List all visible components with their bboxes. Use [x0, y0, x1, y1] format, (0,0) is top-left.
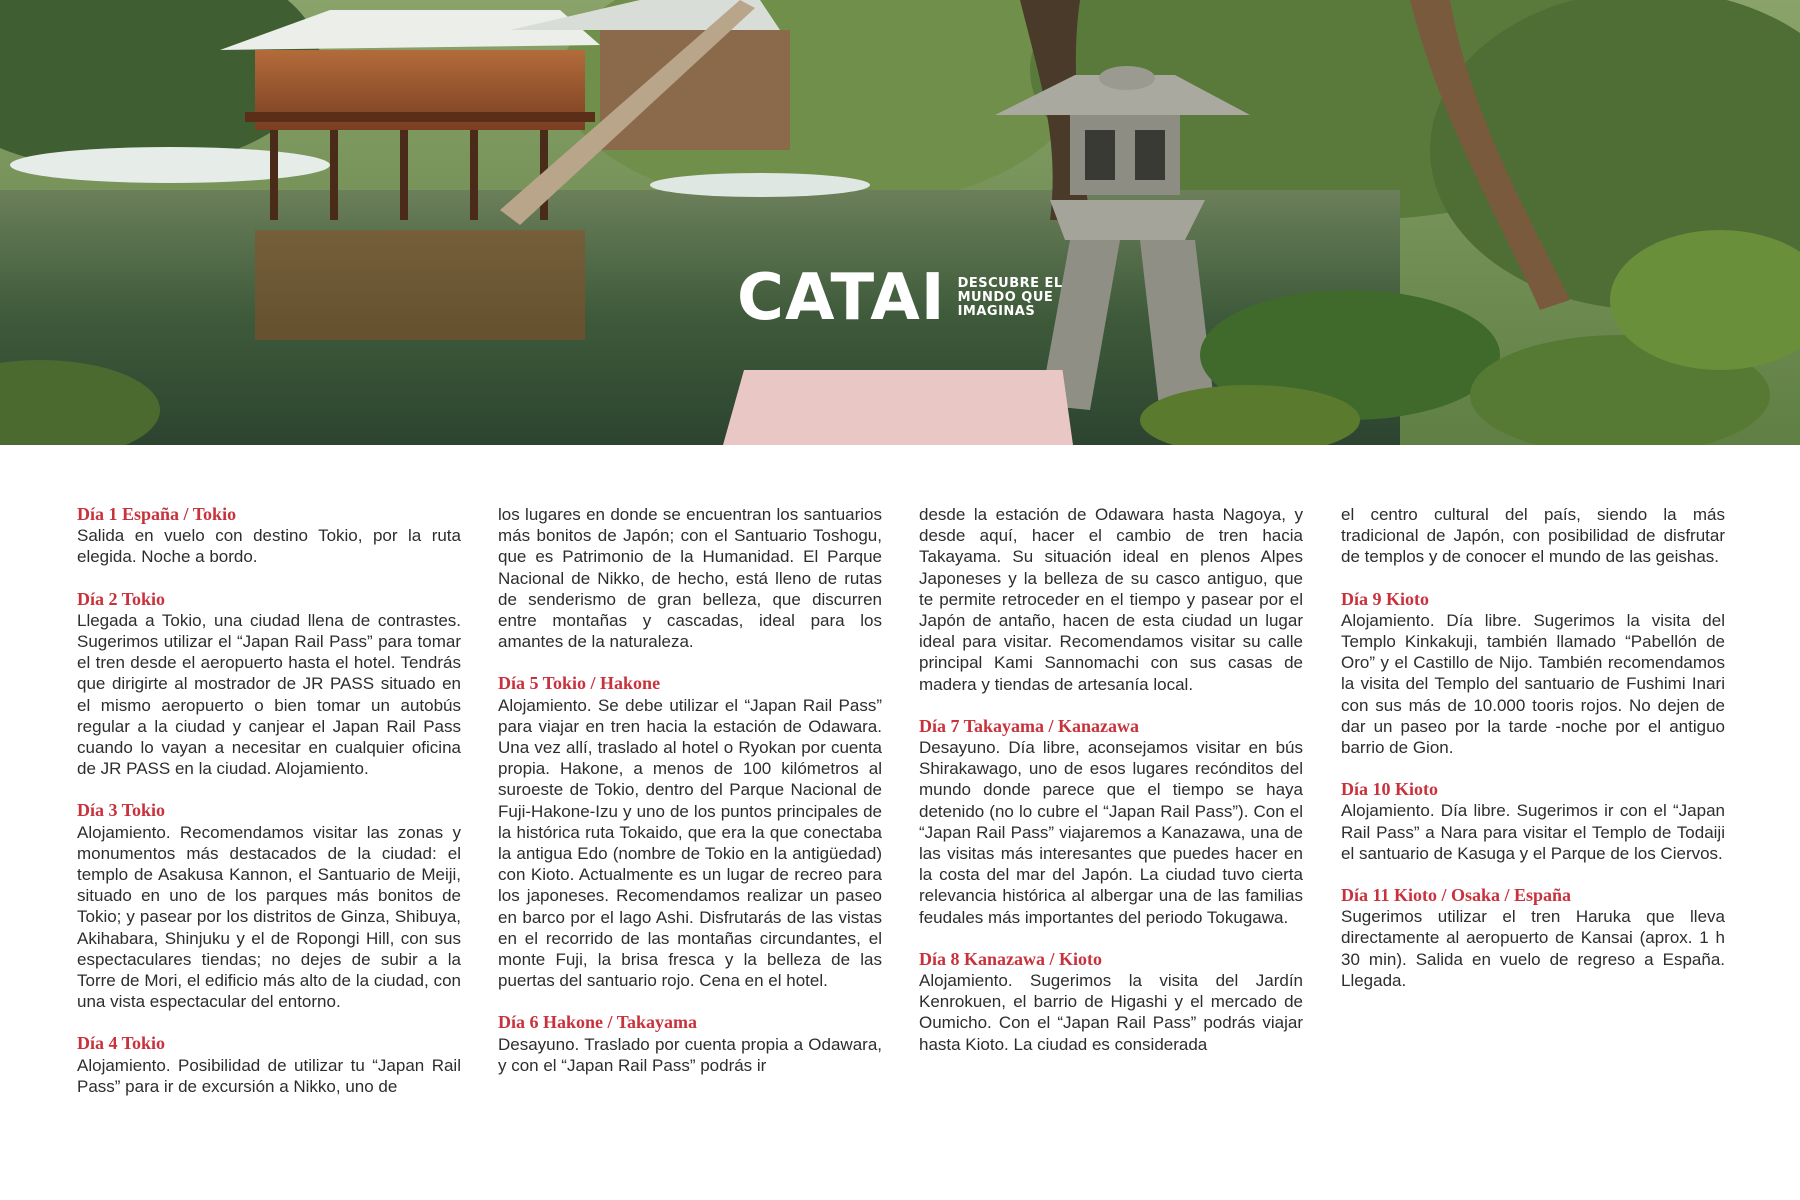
day-description: Alojamiento. Día libre. Sugerimos la visita del Templo Kinkakuji, también llamado “Pabellón de Oro” y el Castillo de Nijo. También recomendamos la visita del Templo del santuario de Fushimi Inari con sus más de 10.000 tooris rojos. No dejen de dar un paseo por la tarde -noche por el antiguo barrio de Gion.	[1341, 610, 1725, 758]
day-title: Día 9 Kioto	[1341, 588, 1429, 609]
day-block	[77, 589, 461, 780]
day-description: Desayuno. Traslado por cuenta propia a Odawara, y con el “Japan Rail Pass” podrás ir	[498, 1034, 882, 1075]
hero-photo-japanese-garden	[0, 0, 1800, 445]
day-description: Alojamiento. Recomendamos visitar las zonas y monumentos más destacados de la ciudad: el templo de Asakusa Kannon, el Santuario de Meiji, situado en uno de los parques más bonitos de Tokio; y pasear por los distritos de Ginza, Shibuya, Akihabara, Shinjuku y el de Ropongi Hill, con sus espectaculares tiendas; no dejes de subir a la Torre de Mori, el edificio más alto de la ciudad, con una vista espectacular del entorno.	[77, 822, 461, 1012]
itinerary-column-2	[498, 504, 882, 1097]
day-description: desde la estación de Odawara hasta Nagoya, y desde aquí, hacer el cambio de tren hacia Takayama. Su situación ideal en plenos Alpes Japoneses y la belleza de su casco antiguo, que te permite retroceder en el tiempo y pasear por el Japón de antaño, hacen de esta ciudad un lugar ideal para visitar. Recomendamos visitar su calle principal Kami Sannomachi con sus casas de madera y tiendas de artesanía local.	[919, 505, 1303, 694]
day-block	[919, 716, 1303, 928]
day-block-continued	[919, 504, 1303, 695]
day-description: Alojamiento. Se debe utilizar el “Japan Rail Pass” para viajar en tren hacia la estación de Odawara. Una vez allí, traslado al hotel o Ryokan por cuenta propia. Hakone, a menos de 100 kilómetros al suroeste de Tokio, dentro del Parque Nacional de Fuji-Hakone-Izu y uno de los puntos principales de la histórica ruta Tokaido, que era la que conectaba la antigua Edo (nombre de Tokio en la antigüedad) con Kioto. Actualmente es un lugar de recreo para los japoneses. Recomendamos realizar un paseo en barco por el lago Ashi. Disfrutarás de las vistas en el recorrido de las montañas circundantes, el monte Fuji, la brisa fresca y la belleza de las puertas del santuario rojo. Cena en el hotel.	[498, 695, 882, 991]
day-title: Día 2 Tokio	[77, 588, 166, 609]
day-block	[77, 1033, 461, 1097]
day-description: los lugares en donde se encuentran los santuarios más bonitos de Japón; con el Santuario Toshogu, que es Patrimonio de la Humanidad. El Parque Nacional de Nikko, de hecho, está lleno de rutas de senderismo de gran belleza, que discurren entre montañas y cascadas, ideal para los amantes de la naturaleza.	[498, 505, 882, 652]
day-description: Salida en vuelo con destino Tokio, por la ruta elegida. Noche a bordo.	[77, 526, 461, 567]
day-description: Alojamiento. Día libre. Sugerimos ir con el “Japan Rail Pass” a Nara para visitar el Templo de Todaiji el santuario de Kasuga y el Parque de los Ciervos.	[1341, 801, 1725, 863]
day-title: Día 10 Kioto	[1341, 779, 1438, 800]
day-block	[77, 800, 461, 1012]
day-description: Desayuno. Día libre, aconsejamos visitar en bús Shirakawago, uno de esos lugares recónditos del mundo donde parece que el tiempo se haya detenido (no lo cubre el “Japan Rail Pass”). Con el “Japan Rail Pass” viajaremos a Kanazawa, una de las visitas más interesantes que puedes hacer en la costa del mar del Japón. La ciudad tuvo cierta relevancia histórica al albergar una de las familias feudales más importantes del periodo Tokugawa.	[919, 738, 1303, 927]
day-title: Día 6 Hakone / Takayama	[498, 1012, 698, 1033]
brand-name: CATAI	[737, 261, 946, 335]
day-block	[1341, 885, 1725, 991]
itinerary-column-4	[1341, 504, 1725, 1012]
day-description: Llegada a Tokio, una ciudad llena de contrastes. Sugerimos utilizar el “Japan Rail Pass” para tomar el tren desde el aeropuerto hasta el hotel. Tendrás que dirigirte al mostrador de JR PASS situado en el mismo aeropuerto o bien tomar un autobús regular a la ciudad y canjear el Japan Rail Pass cuando lo vayan a necesitar en cualquier oficina de JR PASS en la ciudad. Alojamiento.	[77, 610, 461, 779]
itinerary-column-1	[77, 504, 461, 1118]
day-block	[498, 673, 882, 991]
decorative-pink-tab	[723, 370, 1073, 445]
day-block	[1341, 779, 1725, 864]
brand-logo	[737, 263, 1078, 333]
day-description: Sugerimos utilizar el tren Haruka que lleva directamente al aeropuerto de Kansai (aprox. 1 h 30 min). Salida en vuelo de regreso a España. Llegada.	[1341, 907, 1725, 990]
day-block	[919, 949, 1303, 1055]
day-block	[498, 1012, 882, 1076]
day-block-continued	[1341, 504, 1725, 568]
day-description: Alojamiento. Sugerimos la visita del Jardín Kenrokuen, el barrio de Higashi y el mercado de Oumicho. Con el “Japan Rail Pass” podrás viajar hasta Kioto. La ciudad es considerada	[919, 971, 1303, 1054]
day-title: Día 7 Takayama / Kanazawa	[919, 715, 1140, 736]
day-title: Día 5 Tokio / Hakone	[498, 673, 661, 694]
day-block	[1341, 589, 1725, 759]
day-title: Día 3 Tokio	[77, 800, 166, 821]
day-title: Día 4 Tokio	[77, 1033, 166, 1054]
day-block-continued	[498, 504, 882, 652]
day-title: Día 11 Kioto / Osaka / España	[1341, 885, 1572, 906]
day-title: Día 8 Kanazawa / Kioto	[919, 948, 1102, 969]
day-description: el centro cultural del país, siendo la más tradicional de Japón, con posibilidad de disfrutar de templos y de conocer el mundo de las geishas.	[1341, 505, 1725, 567]
day-title: Día 1 España / Tokio	[77, 504, 237, 524]
itinerary-column-3	[919, 504, 1303, 1076]
day-description: Alojamiento. Posibilidad de utilizar tu “Japan Rail Pass” para ir de excursión a Nikko, uno de	[77, 1055, 461, 1096]
day-block	[77, 504, 461, 568]
brand-tagline: DESCUBRE EL MUNDO QUE IMAGINAS	[957, 276, 1063, 319]
